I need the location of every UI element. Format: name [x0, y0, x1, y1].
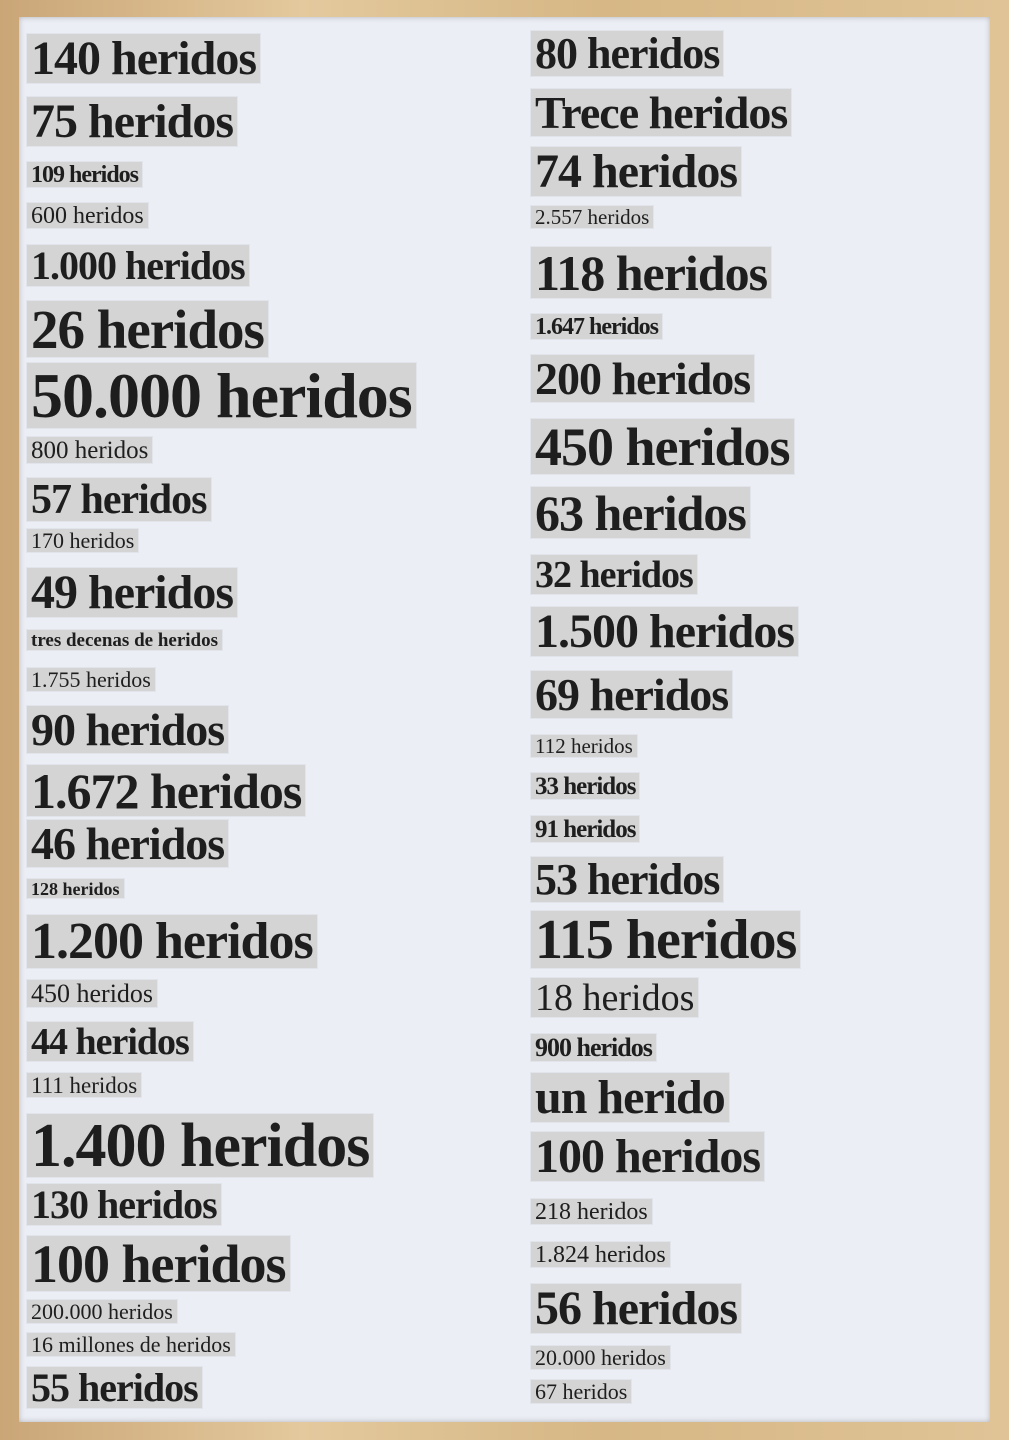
clipping: 450 heridos: [531, 419, 794, 474]
clipping: 170 heridos: [27, 529, 138, 552]
clipping: 1.824 heridos: [531, 1242, 670, 1267]
clipping: 53 heridos: [531, 857, 723, 902]
clipping: 80 heridos: [531, 31, 723, 76]
clipping: 1.755 heridos: [27, 668, 155, 691]
clipping: 50.000 heridos: [27, 363, 416, 428]
clipping: 600 heridos: [27, 203, 148, 228]
clipping: un herido: [531, 1073, 729, 1122]
clipping: 16 millones de heridos: [27, 1333, 235, 1356]
clipping: 69 heridos: [531, 671, 732, 718]
clipping: 140 heridos: [27, 34, 260, 83]
clipping: 91 heridos: [531, 816, 639, 842]
clipping: 20.000 heridos: [531, 1346, 670, 1369]
clipping: 200 heridos: [531, 355, 754, 402]
clipping: 128 heridos: [27, 879, 124, 898]
clipping: 2.557 heridos: [531, 206, 653, 228]
clipping: 200.000 heridos: [27, 1300, 177, 1323]
clipping: 112 heridos: [531, 735, 637, 757]
clipping: 111 heridos: [27, 1073, 141, 1097]
clipping: 130 heridos: [27, 1184, 221, 1225]
clipping: 800 heridos: [27, 437, 152, 463]
paper-sheet: [19, 17, 990, 1422]
clipping: 67 heridos: [531, 1380, 631, 1403]
clipping: 90 heridos: [27, 706, 228, 753]
clipping: 44 heridos: [27, 1022, 193, 1061]
clipping: 33 heridos: [531, 773, 639, 799]
clipping: 1.000 heridos: [27, 245, 249, 286]
clipping: 57 heridos: [27, 478, 211, 521]
clipping: 75 heridos: [27, 97, 237, 146]
clipping: 1.647 heridos: [531, 314, 662, 339]
clipping: tres decenas de heridos: [27, 630, 222, 650]
clipping: 900 heridos: [531, 1034, 656, 1061]
clipping: Trece heridos: [531, 89, 791, 136]
clipping: 1.400 heridos: [27, 1114, 373, 1177]
clipping: 1.672 heridos: [27, 765, 305, 816]
clipping: 32 heridos: [531, 555, 697, 594]
clipping: 115 heridos: [531, 911, 800, 968]
clipping: 49 heridos: [27, 568, 237, 617]
clipping: 100 heridos: [27, 1236, 290, 1291]
clipping: 55 heridos: [27, 1367, 202, 1408]
clipping: 46 heridos: [27, 820, 228, 867]
clipping: 1.200 heridos: [27, 915, 317, 968]
clipping: 74 heridos: [531, 147, 741, 196]
clipping: 450 heridos: [27, 980, 157, 1007]
clipping: 218 heridos: [531, 1199, 652, 1224]
clipping: 56 heridos: [531, 1284, 741, 1333]
clipping: 100 heridos: [531, 1132, 764, 1181]
clipping: 1.500 heridos: [531, 607, 798, 656]
clipping: 118 heridos: [531, 247, 771, 298]
clipping: 26 heridos: [27, 301, 268, 357]
clipping: 109 heridos: [27, 162, 142, 187]
clipping: 18 heridos: [531, 978, 698, 1017]
clipping: 63 heridos: [531, 487, 750, 538]
